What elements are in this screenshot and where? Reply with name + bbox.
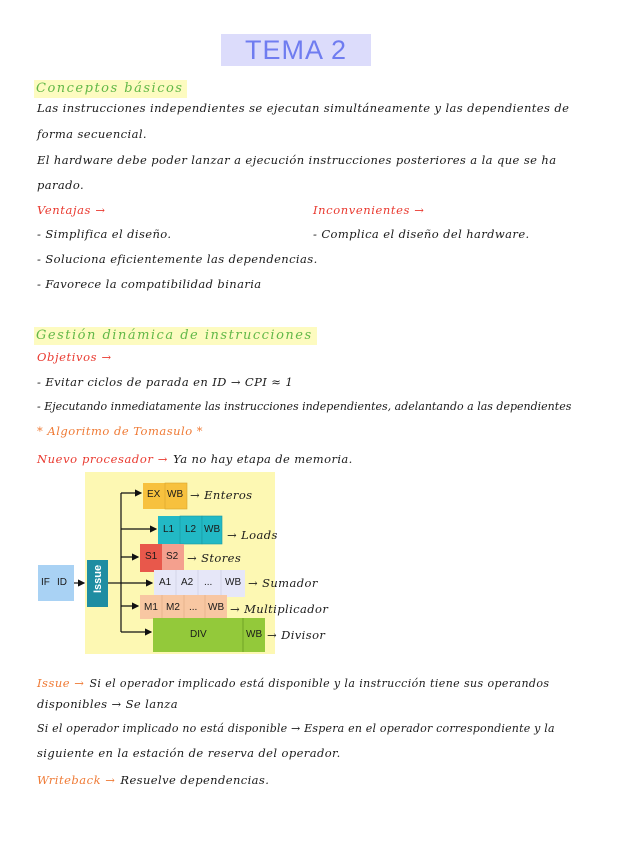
mult-wb-label: WB (208, 602, 225, 613)
s2-label: S2 (166, 551, 179, 562)
issue-line1 (37, 672, 549, 691)
nuevo-procesador-label: Nuevo procesador → (37, 452, 169, 466)
ventaja-item-3: - Favorece la compatibilidad binaria (37, 277, 262, 291)
para1-line2: forma secuencial. (37, 127, 147, 141)
section-heading-gestion: Gestión dinámica de instrucciones (34, 324, 317, 343)
objetivo-item-1: - Evitar ciclos de parada en ID → CPI ≈ 1 (37, 375, 294, 389)
sumador-wb-label: WB (225, 577, 242, 588)
objetivos-label: Objetivos → (37, 350, 112, 364)
l1-label: L1 (163, 524, 175, 535)
sumador-dots-label: ... (204, 577, 213, 588)
ex-wb-label: WB (167, 489, 184, 500)
a2-label: A2 (181, 577, 194, 588)
para2-line1: El hardware debe poder lanzar a ejecución instrucciones posteriores a la que se ha (37, 153, 557, 167)
nuevo-procesador-text: Ya no hay etapa de memoria. (173, 452, 353, 466)
ventaja-item-1: - Simplifica el diseño. (37, 227, 172, 241)
para2-line2: parado. (37, 178, 85, 192)
output-sumador: → Sumador (248, 576, 318, 590)
section-heading-conceptos: Conceptos básicos (34, 77, 187, 96)
inconveniente-item-1: - Complica el diseño del hardware. (313, 227, 530, 241)
ventajas-label: Ventajas → (37, 203, 106, 217)
objetivo-item-2: - Ejecutando inmediatamente las instrucciones independientes, adelantando a las dependientes (37, 400, 572, 413)
output-stores: → Stores (187, 551, 242, 565)
loads-wb-label: WB (204, 524, 221, 535)
if-label: IF (41, 577, 50, 588)
issue-desc-label: Issue → (37, 676, 85, 690)
issue-line4: siguiente en la estación de reserva del operador. (37, 746, 341, 760)
a1-label: A1 (159, 577, 172, 588)
ex-label: EX (147, 489, 161, 500)
issue-desc-text: Si el operador implicado está disponible y la instrucción tiene sus operandos (89, 677, 550, 690)
s1-label: S1 (145, 551, 158, 562)
issue-line2: disponibles → Se lanza (37, 697, 178, 711)
issue-label: Issue (92, 564, 104, 593)
output-divisor: → Divisor (267, 628, 326, 642)
div-label: DIV (190, 629, 207, 640)
m2-label: M2 (166, 602, 180, 613)
issue-line3: Si el operador implicado no está disponible → Espera en el operador correspondiente y la (37, 722, 555, 735)
mult-dots-label: ... (189, 602, 198, 613)
id-label: ID (57, 577, 67, 588)
output-loads: → Loads (227, 528, 278, 542)
writeback-line (37, 769, 269, 788)
page-title: TEMA 2 (244, 35, 348, 65)
output-multiplicador: → Multiplicador (230, 602, 329, 616)
output-enteros: → Enteros (190, 488, 253, 502)
inconvenientes-label: Inconvenientes → (313, 203, 425, 217)
writeback-text: Resuelve dependencias. (120, 773, 270, 787)
writeback-label: Writeback → (37, 773, 116, 787)
algoritmo-tomasulo: * Algoritmo de Tomasulo * (37, 424, 204, 438)
div-wb-label: WB (246, 629, 263, 640)
l2-label: L2 (185, 524, 197, 535)
m1-label: M1 (144, 602, 158, 613)
para1-line1: Las instrucciones independientes se ejecutan simultáneamente y las dependientes de (37, 101, 570, 115)
ventaja-item-2: - Soluciona eficientemente las dependencias. (37, 252, 318, 266)
